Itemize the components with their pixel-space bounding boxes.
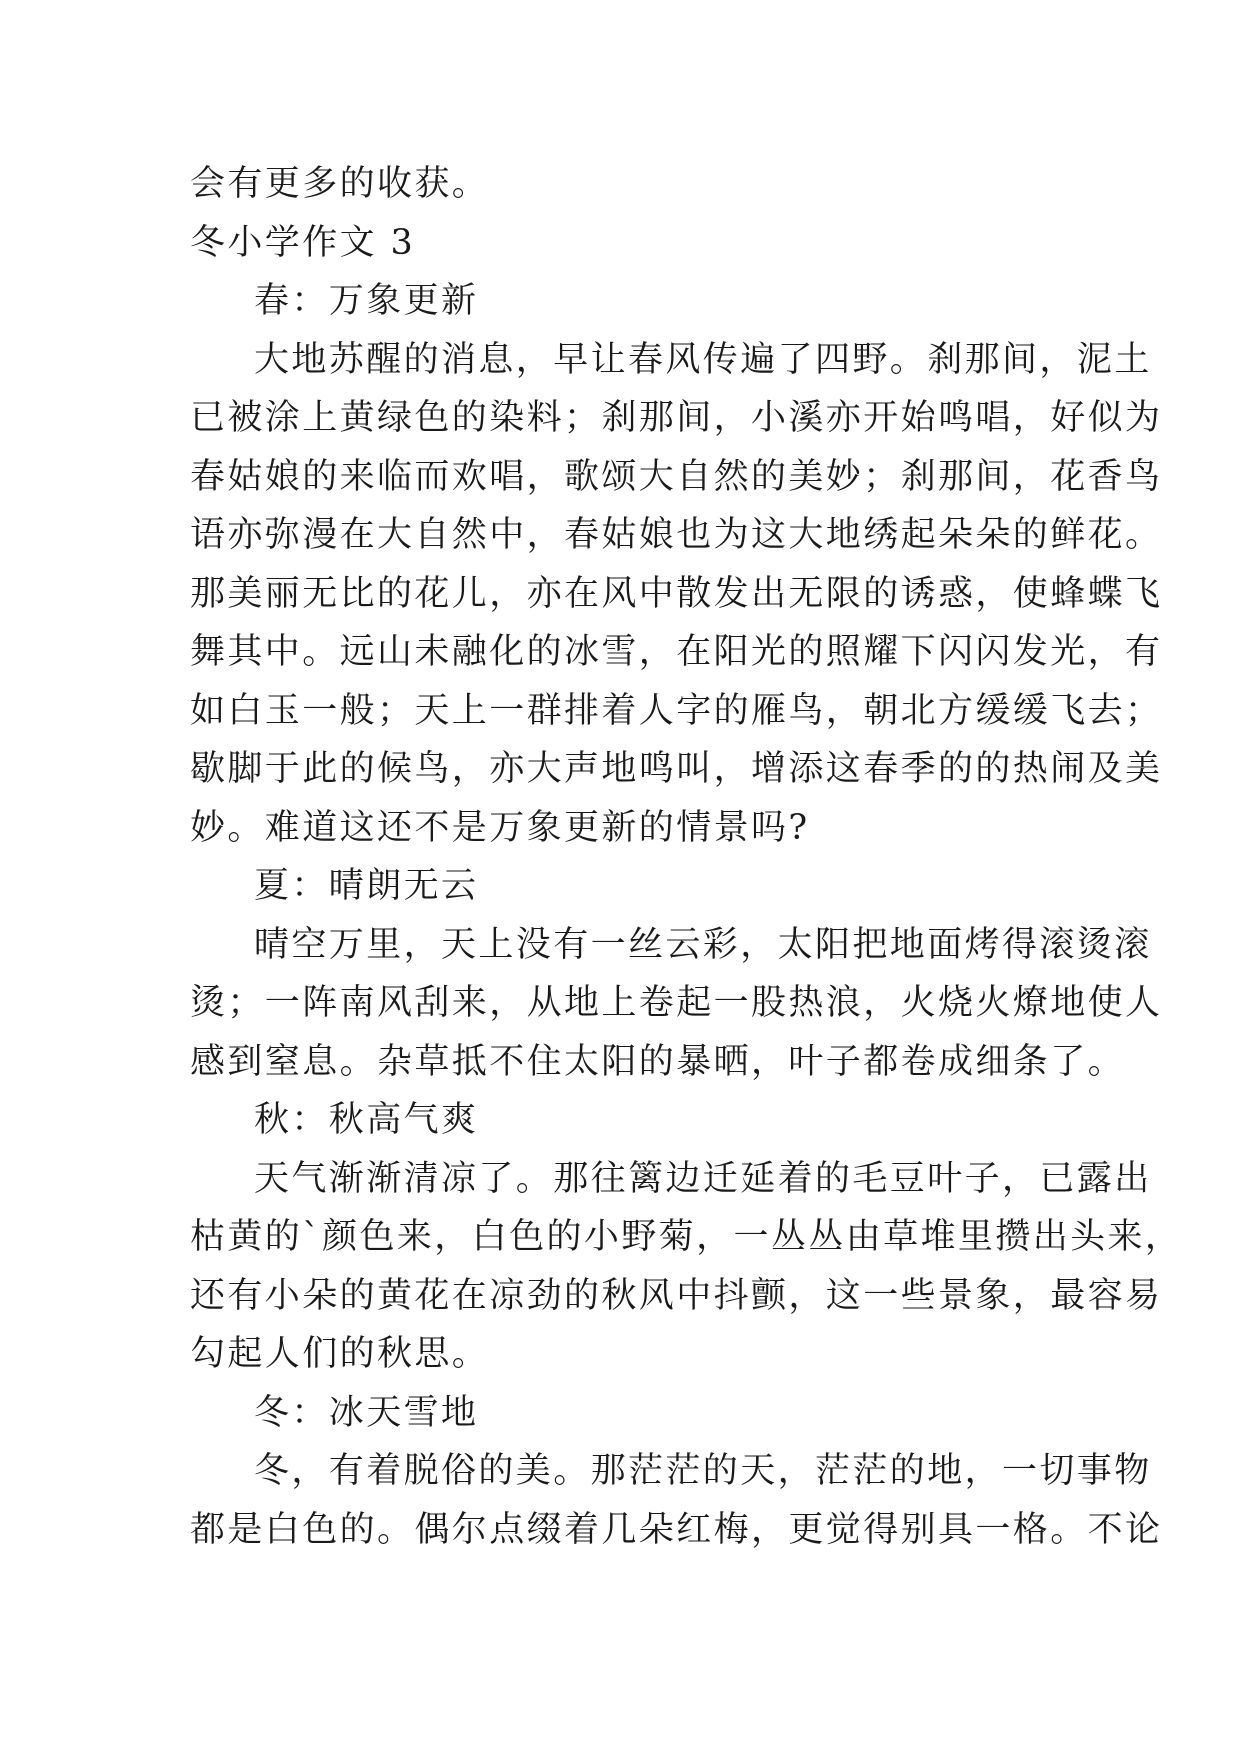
text-line: 冬，有着脱俗的美。那茫茫的天，茫茫的地，一切事物 [254, 1451, 1152, 1491]
section-heading-spring: 春：万象更新 [254, 281, 479, 321]
essay-body [190, 155, 1183, 1559]
text-line: 舞其中。远山未融化的冰雪，在阳光的照耀下闪闪发光，有 [190, 632, 1163, 672]
text-line: 晴空万里，天上没有一丝云彩，太阳把地面烤得滚烫滚 [254, 924, 1152, 965]
text-line: 大地苏醒的消息，早让春风传遍了四野。刹那间，泥土 [254, 339, 1152, 380]
text-line: 春姑娘的来临而欢唱，歌颂大自然的美妙；刹那间，花香鸟 [190, 456, 1163, 497]
text-line: 歇脚于此的候鸟，亦大声地鸣叫，增添这春季的的热闹及美 [190, 749, 1163, 789]
section-heading-autumn: 秋：秋高气爽 [254, 1100, 479, 1140]
text-line: 还有小朵的黄花在凉劲的秋风中抖颤，这一些景象，最容易 [190, 1275, 1163, 1316]
text-line: 已被涂上黄绿色的染料；刹那间，小溪亦开始鸣唱，好似为 [190, 398, 1163, 438]
text-line: 感到窒息。杂草抵不住太阳的暴晒，叶子都卷成细条了。 [190, 1041, 1126, 1082]
essay-title: 冬小学作文 3 [190, 222, 416, 263]
text-line: 那美丽无比的花儿，亦在风中散发出无限的诱惑，使蜂蝶飞 [190, 573, 1163, 614]
text-line: 会有更多的收获。 [190, 164, 490, 204]
text-line: 语亦弥漫在大自然中，春姑娘也为这大地绣起朵朵的鲜花。 [190, 515, 1163, 555]
text-line: 如白玉一般；天上一群排着人字的雁鸟，朝北方缓缓飞去； [190, 690, 1163, 731]
text-line: 烫；一阵南风刮来，从地上卷起一股热浪，火烧火燎地使人 [190, 983, 1163, 1023]
text-line: 枯黄的`颜色来，白色的小野菊，一丛丛由草堆里攒出头来， [190, 1217, 1183, 1257]
text-line: 妙。难道这还不是万象更新的情景吗? [190, 807, 810, 848]
text-line: 天气渐渐清凉了。那往篱边迁延着的毛豆叶子，已露出 [254, 1158, 1152, 1199]
text-line: 都是白色的。偶尔点缀着几朵红梅，更觉得别具一格。不论 [190, 1509, 1163, 1550]
text-line: 勾起人们的秋思。 [190, 1334, 490, 1374]
section-heading-summer: 夏：晴朗无云 [254, 866, 479, 906]
section-heading-winter: 冬：冰天雪地 [254, 1392, 479, 1433]
